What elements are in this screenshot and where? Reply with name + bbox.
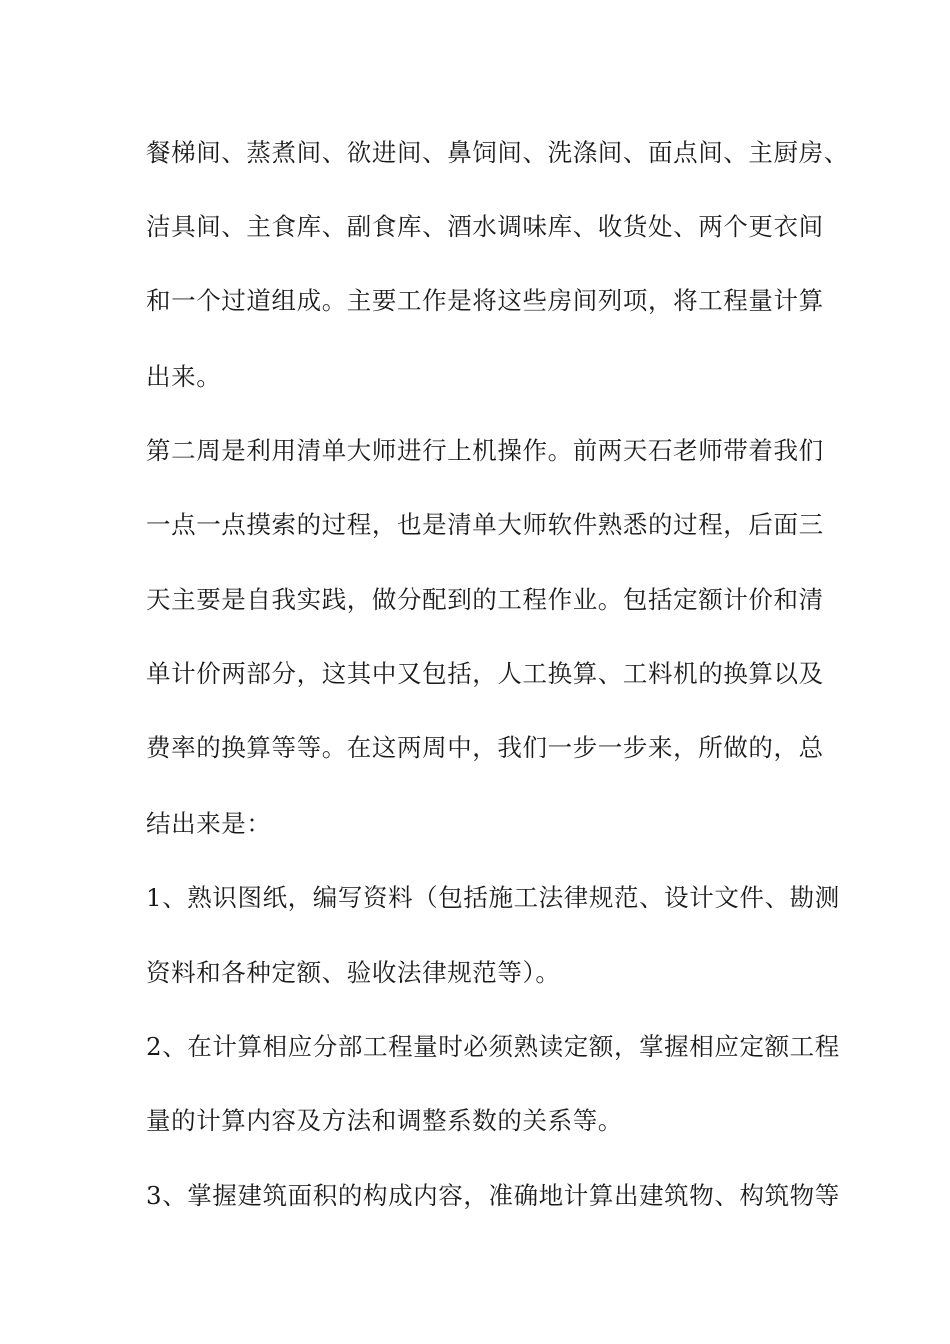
text-line: 天主要是自我实践，做分配到的工程作业。包括定额计价和清 xyxy=(146,585,824,614)
text-line: 第二周是利用清单大师进行上机操作。前两天石老师带着我们 xyxy=(146,436,824,465)
text-line: 1、熟识图纸，编写资料（包括施工法律规范、设计文件、勘测 xyxy=(146,883,840,912)
text-line: 洁具间、主食库、副食库、酒水调味库、收货处、两个更衣间 xyxy=(146,212,824,241)
text-line: 结出来是： xyxy=(146,809,272,838)
text-line: 一点一点摸索的过程，也是清单大师软件熟悉的过程，后面三 xyxy=(146,510,824,539)
text-line: 3、掌握建筑面积的构成内容，准确地计算出建筑物、构筑物等 xyxy=(146,1181,840,1210)
text-line: 资料和各种定额、验收法律规范等）。 xyxy=(146,958,561,987)
text-line: 2、在计算相应分部工程量时必须熟读定额，掌握相应定额工程 xyxy=(146,1032,840,1061)
text-line: 单计价两部分，这其中又包括，人工换算、工料机的换算以及 xyxy=(146,659,824,688)
text-line: 费率的换算等等。在这两周中，我们一步一步来，所做的，总 xyxy=(146,733,824,762)
text-line: 量的计算内容及方法和调整系数的关系等。 xyxy=(146,1106,623,1135)
text-line: 餐梯间、蒸煮间、欲进间、鼻饲间、洗涤间、面点间、主厨房、 xyxy=(146,138,849,167)
text-line: 出来。 xyxy=(146,362,222,391)
text-line: 和一个过道组成。主要工作是将这些房间列项，将工程量计算 xyxy=(146,286,824,315)
